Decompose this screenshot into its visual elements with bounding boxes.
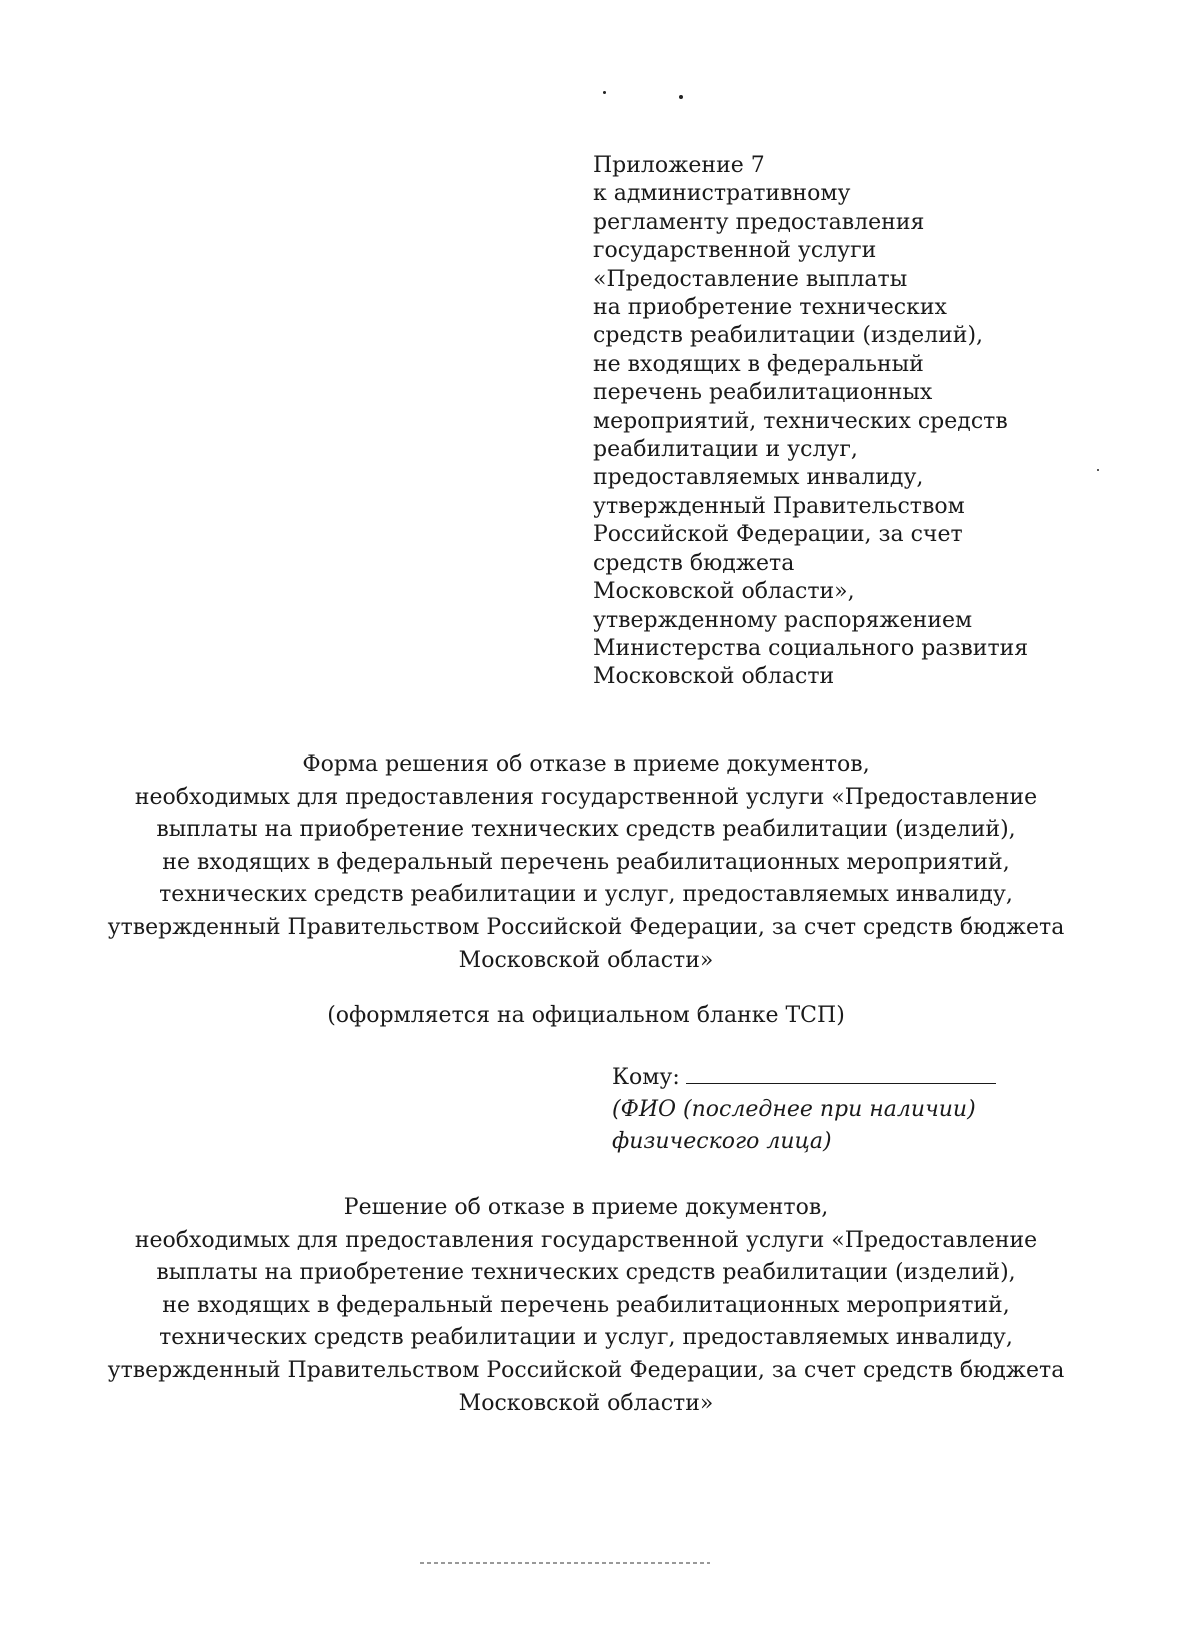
scan-speck bbox=[603, 91, 606, 94]
appendix-line: Приложение 7 bbox=[593, 153, 765, 178]
form-title-line: Форма решения об отказе в приеме документов, bbox=[302, 752, 870, 777]
scan-edge-mark bbox=[420, 1562, 710, 1564]
appendix-line: Российской Федерации, за счет bbox=[593, 522, 963, 548]
blank-note: (оформляется на официальном бланке ТСП) bbox=[327, 1003, 845, 1028]
decision-title-line: технических средств реабилитации и услуг, предоставляемых инвалиду, bbox=[159, 1325, 1013, 1351]
appendix-line: утвержденный Правительством bbox=[593, 493, 965, 519]
appendix-line: средств реабилитации (изделий), bbox=[593, 323, 984, 349]
recipient-label: Кому: bbox=[612, 1065, 680, 1090]
recipient-hint: физического лица) bbox=[612, 1129, 832, 1154]
appendix-line: Министерства социального развития bbox=[593, 635, 1029, 661]
appendix-line: не входящих в федеральный bbox=[593, 351, 924, 377]
appendix-line: средств бюджета bbox=[593, 550, 795, 576]
recipient-row bbox=[612, 1062, 1032, 1094]
form-title-line: выплаты на приобретение технических средств реабилитации (изделий), bbox=[156, 817, 1016, 843]
appendix-line: Московской области», bbox=[593, 579, 855, 605]
appendix-line: реабилитации и услуг, bbox=[593, 437, 858, 463]
scan-speck bbox=[679, 95, 683, 99]
form-title-line: не входящих в федеральный перечень реабилитационных мероприятий, bbox=[162, 849, 1010, 875]
decision-title-line: необходимых для предоставления государственной услуги «Предоставление bbox=[134, 1227, 1038, 1253]
recipient-block bbox=[612, 1062, 1032, 1158]
appendix-line: к административному bbox=[593, 181, 851, 207]
recipient-fill-line[interactable] bbox=[686, 1063, 996, 1084]
appendix-line: утвержденному распоряжением bbox=[593, 607, 973, 633]
form-title-line: необходимых для предоставления государственной услуги «Предоставление bbox=[134, 784, 1038, 810]
appendix-line: предоставляемых инвалиду, bbox=[593, 465, 924, 491]
decision-title-line: выплаты на приобретение технических средств реабилитации (изделий), bbox=[156, 1260, 1016, 1286]
decision-title-line: Московской области» bbox=[458, 1390, 714, 1416]
decision-title-line: Решение об отказе в приеме документов, bbox=[343, 1195, 829, 1220]
appendix-line: перечень реабилитационных bbox=[593, 380, 933, 406]
decision-title-line: утвержденный Правительством Российской Федерации, за счет средств бюджета bbox=[107, 1357, 1065, 1383]
appendix-line: Московской области bbox=[593, 664, 835, 690]
decision-title bbox=[100, 1192, 1072, 1420]
appendix-header bbox=[593, 152, 1029, 692]
form-title bbox=[100, 749, 1072, 977]
decision-title-line: не входящих в федеральный перечень реабилитационных мероприятий, bbox=[162, 1292, 1010, 1318]
appendix-line: государственной услуги bbox=[593, 238, 877, 264]
appendix-line: регламенту предоставления bbox=[593, 209, 925, 235]
form-title-line: утвержденный Правительством Российской Федерации, за счет средств бюджета bbox=[107, 914, 1065, 940]
appendix-line: мероприятий, технических средств bbox=[593, 408, 1008, 434]
appendix-line: «Предоставление выплаты bbox=[593, 266, 908, 292]
form-title-line: технических средств реабилитации и услуг, предоставляемых инвалиду, bbox=[159, 882, 1013, 908]
scan-speck bbox=[1097, 469, 1099, 471]
recipient-hint: (ФИО (последнее при наличии) bbox=[612, 1097, 976, 1122]
form-title-line: Московской области» bbox=[458, 947, 714, 973]
appendix-line: на приобретение технических bbox=[593, 295, 947, 321]
